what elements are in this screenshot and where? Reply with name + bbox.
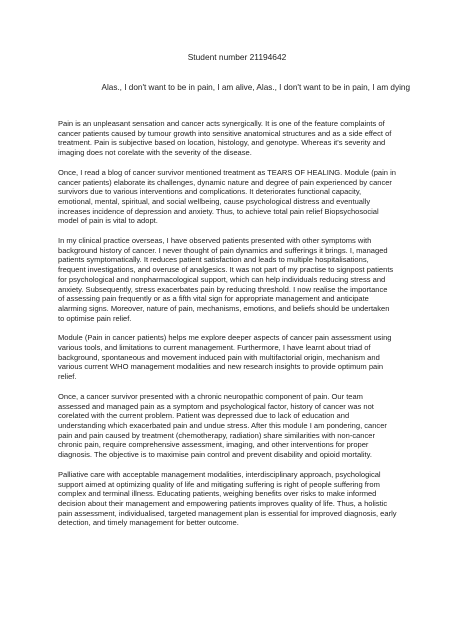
text-line: patients symptomatically. It reduces patient satisfaction and leads to multiple hospitalisations, [58,255,369,265]
text-line: detection, and timely management for better outcome. [58,518,239,528]
text-line: cancer patients) elaborate its challenges, dynamic nature and degree of pain experienced by cancer [58,177,392,187]
text-line: cancer patients caused by tumour growth into sensitive anatomical structures and as a side effect of [58,128,392,138]
text-line: In my clinical practice overseas, I have observed patients presented with other symptoms with [58,236,372,246]
text-line: background history of cancer. I never thought of pain dynamics and sufferings it brings. I, managed [58,245,388,255]
text-line: for psychological and nonpharmacological support, which can help individuals reducing stress and [58,274,386,284]
text-line: assessed and managed pain as a symptom and psychological factor, history of cancer was not [58,401,374,411]
text-line: of assessing pain frequently or as a fifth vital sign for appropriate management and anticipate [58,294,369,304]
text-line: Palliative care with acceptable management modalities, interdisciplinary approach, psychological [58,469,381,479]
text-line: understanding which exacerbated pain and undue stress. After this module I am pondering, cancer [58,420,387,430]
paragraph-palliative-care [58,470,430,528]
text-line: treatment. Pain is subjective based on location, histology, and genotype. Whereas it's severity and [58,138,386,148]
text-line: Once, a cancer survivor presented with a chronic neuropathic component of pain. Our team [58,391,363,401]
text-line: decision about their management and empowering patients improves quality of life. Thus, a holistic [58,498,388,508]
paragraph-clinical-practice [58,236,430,323]
text-line: various tools, and limitations to current management. Furthermore, I have learnt about triad of [58,343,371,353]
text-line: alarming signs. Moreover, nature of pain, mechanisms, emotions, and beliefs should be undertaken [58,303,390,313]
paragraph-intro [58,119,430,158]
text-line: complex and terminal illness. Educating patients, weighing benefits over risks to make informed [58,489,377,499]
body-text [58,119,430,538]
paragraph-module [58,333,430,382]
text-line: model of pain is vital to adopt. [58,216,158,226]
text-line: diagnosis. The objective is to maximise pain control and prevent disability and opioid mortality. [58,450,372,460]
text-line: background, spontaneous and movement induced pain with multifactorial origin, mechanism and [58,352,380,362]
text-line: to optimise pain relief. [58,313,132,323]
paragraph-case [58,392,430,460]
text-line: imaging does not corelate with the severity of the disease. [58,148,252,158]
text-line: support aimed at optimizing quality of life and mitigating suffering is right of people suffering from [58,479,380,489]
text-line: pain and pain caused by treatment (chemotherapy, radiation) share similarities with non-cancer [58,430,375,440]
text-line: pain assessment, individualised, targeted management plan is essential for improved diagnosis, early [58,508,397,518]
text-line: frequent investigations, and overuse of analgesics. It was not part of my practise to signpost patients [58,265,394,275]
text-line: survivors due to various interventions and complications. It deteriorates functional capacity, [58,187,362,197]
text-line: emotional, mental, spiritual, and social wellbeing, cause psychological distress and eventually [58,196,371,206]
text-line: Once, I read a blog of cancer survivor mentioned treatment as TEARS OF HEALING. Module (pain in [58,167,396,177]
text-line: corelated with the current problem. Patient was depressed due to lack of education and [58,411,350,421]
epigraph: Alas., I don't want to be in pain, I am alive, Alas., I don't want to be in pain, I am dying [101,83,410,92]
text-line: Pain is an unpleasant sensation and cancer acts synergically. It is one of the feature complaints of [58,119,385,128]
text-line: Module (Pain in cancer patients) helps me explore deeper aspects of cancer pain assessment using [58,333,392,343]
paragraph-tears-of-healing [58,168,430,226]
text-line: various current WHO management modalities and new research insights to provide optimum pain [58,362,384,372]
text-line: anxiety. Subsequently, stress exacerbates pain by reducing threshold. I now realise the importance [58,284,388,294]
text-line: chronic pain, require comprehensive assessment, imaging, and other interventions for proper [58,440,369,450]
student-number: Student number 21194642 [187,52,287,62]
text-line: relief. [58,372,77,382]
text-line: increases incidence of depression and anxiety. Thus, to achieve total pain relief Biopsychosocial [58,206,379,216]
